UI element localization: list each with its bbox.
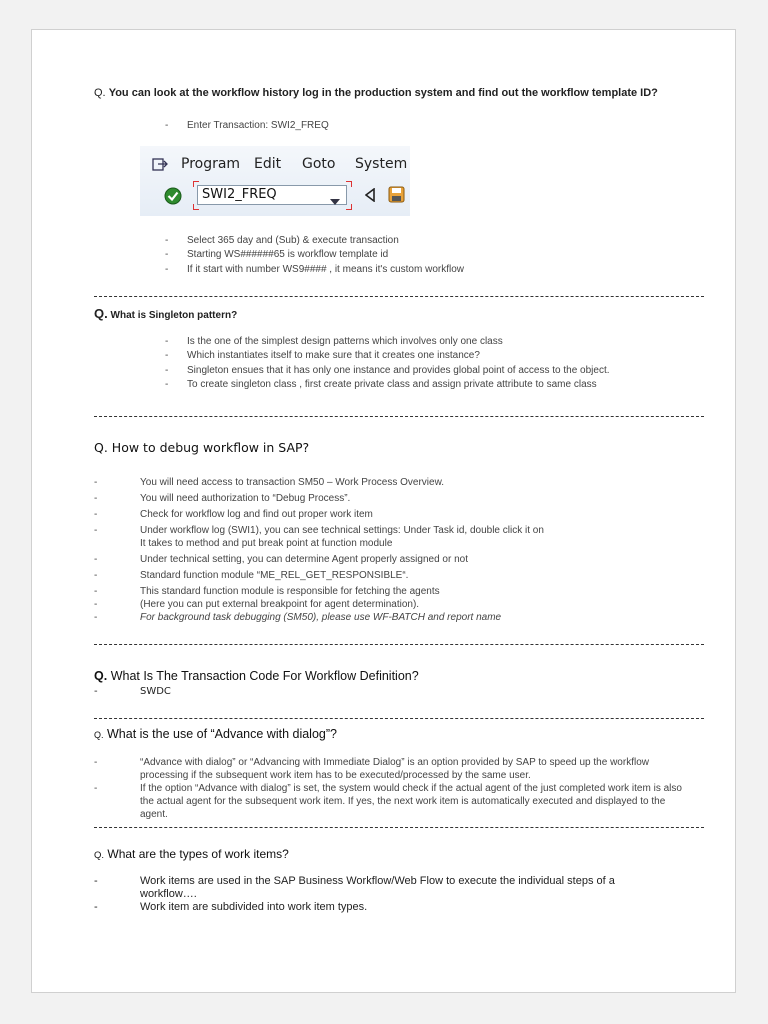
sap-menu-goto: Goto: [302, 156, 336, 172]
list-item: - You will need authorization to “Debug Process”.: [94, 493, 351, 504]
list-item: - “Advance with dialog” or “Advancing with Immediate Dialog” is an option provided by SAP to speed up the workflow processing if the subsequent work item has to be executed/processed by the same user.: [94, 757, 649, 781]
list-item-continuation: It takes to method and put break point at function module: [140, 538, 393, 549]
section-divider: [94, 827, 704, 828]
check-icon: [164, 187, 182, 210]
list-item: - SWDC: [94, 686, 171, 697]
list-item: - Starting WS######65 is workflow template id: [165, 249, 389, 260]
sap-menu-program: Program: [181, 156, 241, 172]
list-item: - Check for workflow log and find out proper work item: [94, 509, 373, 520]
section-divider: [94, 296, 704, 297]
list-item: - If it start with number WS9#### , it means it's custom workflow: [165, 264, 465, 275]
list-item: - Singleton ensues that it has only one instance and provides global point of access to the object.: [165, 365, 610, 376]
list-item: - Enter Transaction: SWI2_FREQ: [165, 120, 329, 131]
list-item: - Select 365 day and (Sub) & execute transaction: [165, 235, 399, 246]
back-triangle-icon: [365, 188, 375, 207]
focus-corner: [193, 181, 199, 187]
list-item: - Which instantiates itself to make sure that it creates one instance?: [165, 350, 480, 361]
list-item: - For background task debugging (SM50), please use WF-BATCH and report name: [94, 612, 502, 623]
list-item: - Under workflow log (SWI1), you can see technical settings: Under Task id, double click it on: [94, 525, 544, 536]
question-transaction-code: Q. What Is The Transaction Code For Workflow Definition?: [94, 669, 419, 683]
list-item: - (Here you can put external breakpoint for agent determination).: [94, 599, 420, 610]
menu-exit-icon: [152, 158, 168, 177]
save-icon: [388, 186, 405, 208]
sap-transaction-screenshot: [140, 146, 410, 216]
dropdown-arrow-icon: [330, 192, 340, 210]
list-item: - To create singleton class , first create private class and assign private attribute to same class: [165, 379, 597, 390]
question-advance-with-dialog: Q. What is the use of “Advance with dialog”?: [94, 727, 337, 741]
list-item: - If the option “Advance with dialog” is set, the system would check if the actual agent of the just completed work item is also the actual agent for the subsequent work item. If yes, the next work item is automatically executed and displayed to the agent.: [94, 783, 682, 820]
focus-corner: [346, 181, 352, 187]
focus-corner: [346, 204, 352, 210]
list-item: - Work item are subdivided into work item types.: [94, 901, 368, 913]
sap-command-field: SWI2_FREQ: [197, 185, 347, 205]
focus-corner: [193, 204, 199, 210]
question-work-item-types: Q. What are the types of work items?: [94, 847, 289, 861]
section-divider: [94, 718, 704, 719]
sap-menu-edit: Edit: [254, 156, 282, 172]
section-divider: [94, 644, 704, 645]
list-item: - This standard function module is responsible for fetching the agents: [94, 586, 440, 597]
question-singleton: Q. What is Singleton pattern?: [94, 306, 238, 321]
section-divider: [94, 416, 704, 417]
list-item: - You will need access to transaction SM50 – Work Process Overview.: [94, 477, 445, 488]
document-page: [31, 29, 736, 993]
list-item: - Under technical setting, you can determine Agent properly assigned or not: [94, 554, 468, 565]
list-item: - Standard function module “ME_REL_GET_RESPONSIBLE“.: [94, 570, 409, 581]
question-debug-workflow: Q. How to debug workflow in SAP?: [94, 440, 310, 455]
list-item: - Work items are used in the SAP Business Workflow/Web Flow to execute the individual steps of a workflow….: [94, 875, 615, 900]
question-workflow-template-id: Q. You can look at the workflow history log in the production system and find out the workflow template ID?: [94, 87, 658, 99]
sap-menu-system: System: [355, 156, 408, 172]
list-item: - Is the one of the simplest design patterns which involves only one class: [165, 336, 503, 347]
